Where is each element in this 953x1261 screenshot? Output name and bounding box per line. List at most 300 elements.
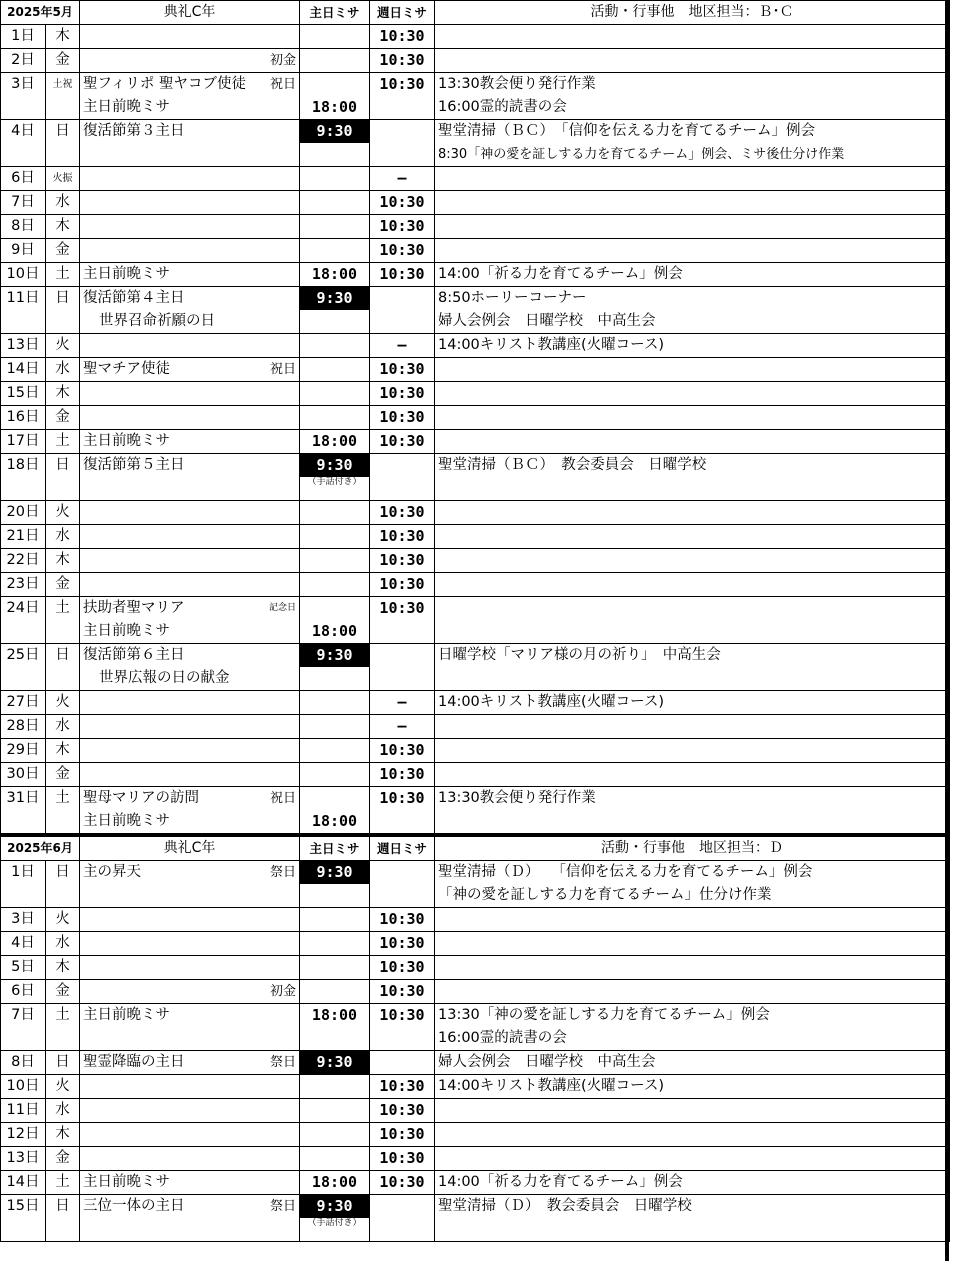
day-cell: 10日 xyxy=(1,1075,46,1099)
liturgy-line xyxy=(83,430,299,453)
liturgy-cell xyxy=(80,1123,300,1147)
liturgy-cell xyxy=(80,167,300,191)
sunday-mass-cell xyxy=(300,573,370,597)
sign-language-note: （手話付き） xyxy=(307,1218,362,1228)
weekday-mass-cell: 10:30 xyxy=(370,932,435,956)
day-cell: 15日 xyxy=(1,382,46,406)
activities-cell xyxy=(435,358,950,382)
sunday-mass-cell xyxy=(300,287,370,334)
weekday-mass-cell: 10:30 xyxy=(370,1099,435,1123)
month-label: 2025年5月 xyxy=(1,1,80,25)
weekday-cell: 木 xyxy=(46,739,80,763)
weekday-cell: 土 xyxy=(46,787,80,836)
sunday-mass-time: 9:30 xyxy=(300,644,369,667)
activities-cell xyxy=(435,956,950,980)
schedule-row xyxy=(1,1004,950,1051)
weekday-mass-cell: — xyxy=(370,167,435,191)
sunday-mass-cell xyxy=(300,1147,370,1171)
liturgy-tag: 祭日 xyxy=(269,865,296,880)
activity-line: 14:00キリスト教講座(火曜コース) xyxy=(438,694,665,710)
schedule-row xyxy=(1,287,950,334)
weekday-mass-cell xyxy=(370,1051,435,1075)
weekday-cell: 火 xyxy=(46,334,80,358)
schedule-row xyxy=(1,1123,950,1147)
weekday-cell: 木 xyxy=(46,549,80,573)
activities-cell xyxy=(435,691,950,715)
sunday-mass-time: 18:00 xyxy=(311,98,358,116)
activities-cell xyxy=(435,763,950,787)
day-cell: 6日 xyxy=(1,167,46,191)
activity-line: 14:00キリスト教講座(火曜コース) xyxy=(438,1078,665,1094)
schedule-row xyxy=(1,1147,950,1171)
weekday-mass-cell: 10:30 xyxy=(370,1075,435,1099)
weekday-cell: 木 xyxy=(46,956,80,980)
liturgy-line xyxy=(83,263,299,286)
weekday-cell: 火 xyxy=(46,691,80,715)
activities-cell xyxy=(435,573,950,597)
activities-cell xyxy=(435,287,950,334)
weekday-mass-header: 週日ミサ xyxy=(370,1,435,25)
sunday-mass-cell xyxy=(300,644,370,691)
day-cell: 14日 xyxy=(1,358,46,382)
activities-cell xyxy=(435,454,950,501)
activities-cell xyxy=(435,715,950,739)
schedule-row xyxy=(1,715,950,739)
weekday-cell: 火 xyxy=(46,908,80,932)
schedule-row xyxy=(1,1171,950,1195)
day-cell: 8日 xyxy=(1,215,46,239)
day-cell: 30日 xyxy=(1,763,46,787)
activities-cell xyxy=(435,1004,950,1051)
liturgy-tag: 初金 xyxy=(269,984,296,999)
month-header-row xyxy=(1,1,950,25)
sunday-mass-cell xyxy=(300,1075,370,1099)
liturgy-header: 典礼C年 xyxy=(80,1,300,25)
liturgy-tag: 祝日 xyxy=(269,362,296,377)
weekday-mass-cell xyxy=(370,861,435,908)
sunday-mass-time: 18:00 xyxy=(311,265,358,283)
sunday-mass-time: 9:30 xyxy=(300,454,369,477)
liturgy-cell xyxy=(80,549,300,573)
liturgy-cell xyxy=(80,861,300,908)
liturgy-cell xyxy=(80,1171,300,1195)
activity-line: 婦人会例会 日曜学校 中高生会 xyxy=(438,313,656,329)
day-cell: 11日 xyxy=(1,287,46,334)
activity-line: 14:00「祈る力を育てるチーム」例会 xyxy=(438,266,683,282)
sunday-mass-cell xyxy=(300,49,370,73)
day-cell: 15日 xyxy=(1,1195,46,1242)
weekday-cell: 金 xyxy=(46,573,80,597)
day-cell: 6日 xyxy=(1,980,46,1004)
day-cell: 9日 xyxy=(1,239,46,263)
sign-language-note: （手話付き） xyxy=(307,477,362,487)
liturgy-cell xyxy=(80,715,300,739)
activities-cell xyxy=(435,1147,950,1171)
sunday-mass-cell xyxy=(300,691,370,715)
weekday-mass-header: 週日ミサ xyxy=(370,835,435,861)
activities-cell xyxy=(435,120,950,167)
liturgy-name: 主日前晩ミサ xyxy=(83,433,170,449)
weekday-mass-cell: 10:30 xyxy=(370,956,435,980)
activity-line: 16:00霊的読書の会 xyxy=(438,99,567,115)
liturgy-cell xyxy=(80,215,300,239)
sunday-mass-time: 18:00 xyxy=(311,432,358,450)
weekday-mass-cell: 10:30 xyxy=(370,549,435,573)
schedule-row xyxy=(1,501,950,525)
schedule-row xyxy=(1,787,950,836)
liturgy-cell xyxy=(80,263,300,287)
activities-cell xyxy=(435,1123,950,1147)
liturgy-cell xyxy=(80,763,300,787)
day-cell: 8日 xyxy=(1,1051,46,1075)
schedule-row xyxy=(1,334,950,358)
weekday-mass-cell: 10:30 xyxy=(370,263,435,287)
liturgy-subline: 主日前晩ミサ xyxy=(83,99,170,115)
liturgy-line xyxy=(83,1004,299,1027)
activity-line: 14:00「祈る力を育てるチーム」例会 xyxy=(438,1174,683,1190)
day-cell: 28日 xyxy=(1,715,46,739)
liturgy-cell xyxy=(80,597,300,644)
activities-cell xyxy=(435,1171,950,1195)
liturgy-subline: 世界広報の日の献金 xyxy=(99,670,230,686)
liturgy-cell xyxy=(80,191,300,215)
activities-cell xyxy=(435,334,950,358)
liturgy-name: 三位一体の主日 xyxy=(83,1198,185,1214)
activities-cell xyxy=(435,525,950,549)
weekday-mass-cell: 10:30 xyxy=(370,501,435,525)
schedule-row xyxy=(1,215,950,239)
schedule-row xyxy=(1,239,950,263)
weekday-mass-cell: 10:30 xyxy=(370,73,435,120)
activities-cell xyxy=(435,382,950,406)
liturgy-name: 聖母マリアの訪問 xyxy=(83,790,199,806)
liturgy-cell xyxy=(80,287,300,334)
activities-cell xyxy=(435,932,950,956)
activities-cell xyxy=(435,263,950,287)
day-cell: 21日 xyxy=(1,525,46,549)
day-cell: 12日 xyxy=(1,1123,46,1147)
sunday-mass-cell xyxy=(300,739,370,763)
activities-cell xyxy=(435,430,950,454)
schedule-row xyxy=(1,263,950,287)
activities-cell xyxy=(435,73,950,120)
weekday-cell: 日 xyxy=(46,1195,80,1242)
weekday-cell: 火 xyxy=(46,1075,80,1099)
weekday-mass-cell: 10:30 xyxy=(370,49,435,73)
liturgy-line xyxy=(83,454,299,477)
liturgy-cell xyxy=(80,980,300,1004)
day-cell: 27日 xyxy=(1,691,46,715)
sunday-mass-cell xyxy=(300,263,370,287)
weekday-mass-cell: 10:30 xyxy=(370,406,435,430)
activity-line: 聖堂清掃（ＢＣ） 「信仰を伝える力を育てるチーム」例会 xyxy=(438,123,815,139)
liturgy-tag: 初金 xyxy=(269,53,296,68)
weekday-cell: 木 xyxy=(46,382,80,406)
weekday-mass-cell: 10:30 xyxy=(370,1171,435,1195)
weekday-mass-cell: 10:30 xyxy=(370,382,435,406)
liturgy-line xyxy=(83,597,299,620)
sunday-mass-time: 18:00 xyxy=(311,622,358,640)
day-cell: 18日 xyxy=(1,454,46,501)
liturgy-name: 主日前晩ミサ xyxy=(83,1174,170,1190)
weekday-mass-cell xyxy=(370,287,435,334)
day-cell: 7日 xyxy=(1,191,46,215)
liturgy-cell xyxy=(80,239,300,263)
liturgy-subline: 主日前晩ミサ xyxy=(83,623,170,639)
activity-line: 日曜学校「マリア様の月の祈り」 中高生会 xyxy=(438,647,721,663)
sunday-mass-cell xyxy=(300,120,370,167)
liturgy-cell xyxy=(80,25,300,49)
day-cell: 3日 xyxy=(1,73,46,120)
schedule-row xyxy=(1,25,950,49)
weekday-cell: 金 xyxy=(46,980,80,1004)
sunday-mass-time: 9:30 xyxy=(300,861,369,884)
schedule-row xyxy=(1,1195,950,1242)
sunday-mass-cell xyxy=(300,1171,370,1195)
weekday-cell: 火 xyxy=(46,501,80,525)
liturgy-cell xyxy=(80,739,300,763)
activities-cell xyxy=(435,1051,950,1075)
day-cell: 23日 xyxy=(1,573,46,597)
schedule-row xyxy=(1,1075,950,1099)
activities-cell xyxy=(435,549,950,573)
liturgy-cell xyxy=(80,932,300,956)
day-cell: 7日 xyxy=(1,1004,46,1051)
liturgy-line xyxy=(83,1051,299,1074)
weekday-cell: 金 xyxy=(46,49,80,73)
day-cell: 10日 xyxy=(1,263,46,287)
weekday-cell: 日 xyxy=(46,287,80,334)
weekday-cell: 金 xyxy=(46,406,80,430)
activity-line: 婦人会例会 日曜学校 中高生会 xyxy=(438,1054,656,1070)
sunday-mass-cell xyxy=(300,358,370,382)
sunday-mass-cell xyxy=(300,454,370,501)
sunday-mass-cell xyxy=(300,980,370,1004)
activity-line: 聖堂清掃（Ｄ） 「信仰を伝える力を育てるチーム」例会 xyxy=(438,864,813,880)
sunday-mass-cell xyxy=(300,763,370,787)
schedule-row xyxy=(1,1099,950,1123)
weekday-mass-cell: 10:30 xyxy=(370,908,435,932)
activity-line: 14:00キリスト教講座(火曜コース) xyxy=(438,337,665,353)
sunday-mass-cell xyxy=(300,382,370,406)
weekday-mass-cell: 10:30 xyxy=(370,787,435,836)
weekday-cell: 日 xyxy=(46,1051,80,1075)
weekday-cell: 木 xyxy=(46,1123,80,1147)
liturgy-line xyxy=(83,1195,299,1218)
weekday-cell: 木 xyxy=(46,215,80,239)
weekday-cell: 日 xyxy=(46,644,80,691)
liturgy-name: 主日前晩ミサ xyxy=(83,266,170,282)
schedule-row xyxy=(1,358,950,382)
liturgy-line xyxy=(83,644,299,667)
sunday-mass-time: 9:30 xyxy=(300,1051,369,1074)
activity-line: 「神の愛を証しする力を育てるチーム」仕分け作業 xyxy=(438,887,772,903)
sunday-mass-cell xyxy=(300,430,370,454)
schedule-row xyxy=(1,382,950,406)
weekday-mass-cell: — xyxy=(370,334,435,358)
weekday-mass-cell: 10:30 xyxy=(370,191,435,215)
schedule-row xyxy=(1,739,950,763)
sunday-mass-cell xyxy=(300,406,370,430)
weekday-cell: 土祝 xyxy=(46,73,80,120)
activities-cell xyxy=(435,49,950,73)
day-cell: 22日 xyxy=(1,549,46,573)
liturgy-tag: 祝日 xyxy=(269,791,296,806)
activities-cell xyxy=(435,739,950,763)
liturgy-line xyxy=(83,73,299,96)
sunday-mass-cell xyxy=(300,215,370,239)
schedule-row xyxy=(1,167,950,191)
sunday-mass-cell xyxy=(300,932,370,956)
activities-cell xyxy=(435,908,950,932)
weekday-mass-cell: 10:30 xyxy=(370,430,435,454)
liturgy-tag: 祝日 xyxy=(269,77,296,92)
weekday-cell: 金 xyxy=(46,239,80,263)
liturgy-cell xyxy=(80,358,300,382)
weekday-mass-cell: 10:30 xyxy=(370,25,435,49)
day-cell: 2日 xyxy=(1,49,46,73)
activities-cell xyxy=(435,501,950,525)
weekday-mass-cell: 10:30 xyxy=(370,1123,435,1147)
weekday-cell: 水 xyxy=(46,358,80,382)
sunday-mass-cell xyxy=(300,1051,370,1075)
liturgy-line xyxy=(83,980,299,1003)
liturgy-cell xyxy=(80,501,300,525)
weekday-cell: 土 xyxy=(46,1004,80,1051)
weekday-cell: 水 xyxy=(46,932,80,956)
liturgy-cell xyxy=(80,430,300,454)
activities-cell xyxy=(435,861,950,908)
activities-cell xyxy=(435,167,950,191)
liturgy-line xyxy=(83,49,299,72)
liturgy-subline: 世界召命祈願の日 xyxy=(99,313,215,329)
liturgy-line xyxy=(83,787,299,810)
weekday-cell: 火振 xyxy=(46,167,80,191)
sunday-mass-cell xyxy=(300,525,370,549)
weekday-mass-cell: 10:30 xyxy=(370,573,435,597)
sunday-mass-time: 9:30 xyxy=(300,1195,369,1218)
sunday-mass-cell xyxy=(300,167,370,191)
sunday-mass-cell xyxy=(300,787,370,836)
day-cell: 20日 xyxy=(1,501,46,525)
day-cell: 1日 xyxy=(1,25,46,49)
weekday-cell: 金 xyxy=(46,763,80,787)
day-cell: 31日 xyxy=(1,787,46,836)
day-cell: 3日 xyxy=(1,908,46,932)
liturgy-cell xyxy=(80,691,300,715)
activity-line: 13:30教会便り発行作業 xyxy=(438,790,596,806)
day-cell: 4日 xyxy=(1,120,46,167)
weekday-cell: 日 xyxy=(46,120,80,167)
weekday-mass-cell: 10:30 xyxy=(370,980,435,1004)
sunday-mass-time: 18:00 xyxy=(311,1173,358,1191)
weekday-cell: 日 xyxy=(46,861,80,908)
liturgy-cell xyxy=(80,1147,300,1171)
sunday-mass-cell xyxy=(300,908,370,932)
weekday-mass-cell: 10:30 xyxy=(370,215,435,239)
liturgy-tag: 記念日 xyxy=(268,603,296,613)
schedule-row xyxy=(1,549,950,573)
day-cell: 29日 xyxy=(1,739,46,763)
weekday-cell: 土 xyxy=(46,597,80,644)
liturgy-cell xyxy=(80,334,300,358)
schedule-row xyxy=(1,1051,950,1075)
activity-line: 16:00霊的読書の会 xyxy=(438,1030,567,1046)
day-cell: 13日 xyxy=(1,334,46,358)
sunday-mass-cell xyxy=(300,191,370,215)
weekday-mass-cell: 10:30 xyxy=(370,1147,435,1171)
day-cell: 13日 xyxy=(1,1147,46,1171)
schedule-row xyxy=(1,573,950,597)
day-cell: 5日 xyxy=(1,956,46,980)
schedule-row xyxy=(1,406,950,430)
weekday-cell: 水 xyxy=(46,715,80,739)
liturgy-line xyxy=(83,358,299,381)
weekday-cell: 金 xyxy=(46,1147,80,1171)
weekday-mass-cell xyxy=(370,120,435,167)
schedule-row xyxy=(1,430,950,454)
activities-cell xyxy=(435,215,950,239)
activities-cell xyxy=(435,1075,950,1099)
sunday-mass-cell xyxy=(300,861,370,908)
sunday-mass-cell xyxy=(300,239,370,263)
weekday-cell: 水 xyxy=(46,191,80,215)
weekday-mass-cell xyxy=(370,1195,435,1242)
day-cell: 25日 xyxy=(1,644,46,691)
day-cell: 16日 xyxy=(1,406,46,430)
day-cell: 4日 xyxy=(1,932,46,956)
schedule-row xyxy=(1,956,950,980)
activity-line: 13:30「神の愛を証しする力を育てるチーム」例会 xyxy=(438,1007,770,1023)
schedule-row xyxy=(1,525,950,549)
weekday-mass-cell: 10:30 xyxy=(370,358,435,382)
sunday-mass-time: 18:00 xyxy=(311,1006,358,1024)
liturgy-name: 扶助者聖マリア xyxy=(83,600,185,616)
liturgy-cell xyxy=(80,787,300,836)
activities-cell xyxy=(435,1195,950,1242)
schedule-row xyxy=(1,691,950,715)
liturgy-cell xyxy=(80,644,300,691)
activity-line: 聖堂清掃（Ｄ） 教会委員会 日曜学校 xyxy=(438,1198,692,1214)
weekday-mass-cell: 10:30 xyxy=(370,239,435,263)
sunday-mass-time: 18:00 xyxy=(311,812,358,830)
day-cell: 17日 xyxy=(1,430,46,454)
weekday-cell: 日 xyxy=(46,454,80,501)
sunday-mass-cell xyxy=(300,501,370,525)
liturgy-tag: 祭日 xyxy=(269,1199,296,1214)
activities-header: 活動・行事他 地区担当：Ｂ･Ｃ xyxy=(435,1,950,25)
liturgy-cell xyxy=(80,1075,300,1099)
sunday-mass-time: 9:30 xyxy=(300,120,369,143)
activities-cell xyxy=(435,25,950,49)
month-header-row xyxy=(1,835,950,861)
liturgy-name: 復活節第５主日 xyxy=(83,457,185,473)
weekday-mass-cell: 10:30 xyxy=(370,739,435,763)
activity-line: 13:30教会便り発行作業 xyxy=(438,76,596,92)
liturgy-line xyxy=(83,1171,299,1194)
liturgy-name: 聖霊降臨の主日 xyxy=(83,1054,185,1070)
weekday-mass-cell: — xyxy=(370,691,435,715)
weekday-cell: 水 xyxy=(46,1099,80,1123)
sunday-mass-cell xyxy=(300,1195,370,1242)
sunday-mass-cell xyxy=(300,597,370,644)
weekday-cell: 土 xyxy=(46,1171,80,1195)
day-cell: 24日 xyxy=(1,597,46,644)
liturgy-cell xyxy=(80,49,300,73)
activity-line: 8:30「神の愛を証しする力を育てるチーム」例会、ミサ後仕分け作業 xyxy=(438,147,845,162)
sunday-mass-header: 主日ミサ xyxy=(300,835,370,861)
liturgy-name: 主の昇天 xyxy=(83,864,141,880)
